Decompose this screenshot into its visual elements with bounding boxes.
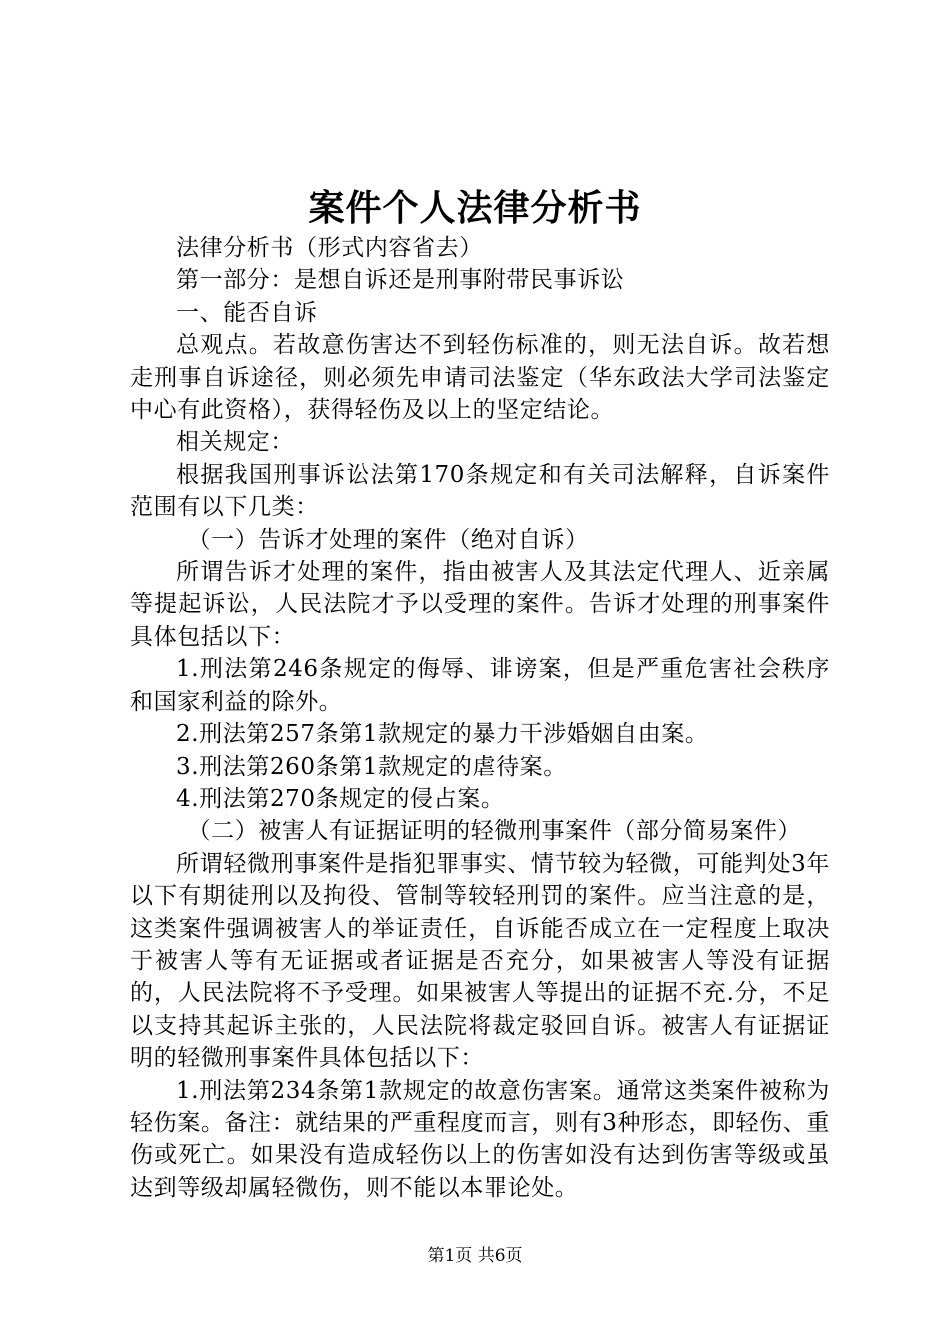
- paragraph-subsection-one-body: 所谓告诉才处理的案件，指由被害人及其法定代理人、近亲属等提起诉讼，人民法院才予以受理的案件。告诉才处理的刑事案件具体包括以下：: [130, 559, 830, 650]
- paragraph-section-one-heading: 一、能否自诉: [176, 299, 318, 326]
- paragraph-intro: 法律分析书（形式内容省去）: [176, 235, 483, 261]
- paragraph-legal-basis: 根据我国刑事诉讼法第170条规定和有关司法解释，自诉案件范围有以下几类：: [130, 461, 830, 521]
- paragraph-overall-view: 总观点。若故意伤害达不到轻伤标准的，则无法自诉。故若想走刑事自诉途径，则必须先申请司法鉴定（华东政法大学司法鉴定中心有此资格），获得轻伤及以上的坚定结论。: [130, 332, 830, 424]
- paragraph-part-one-heading: 第一部分：是想自诉还是刑事附带民事诉讼: [176, 267, 625, 294]
- paragraph-related-rules-label: 相关规定：: [176, 429, 294, 456]
- list-item-article-257: 2.刑法第257条第1款规定的暴力干涉婚姻自由案。: [176, 721, 709, 748]
- paragraph-subsection-two-heading: （二）被害人有证据证明的轻微刑事案件（部分简易案件）: [187, 818, 802, 845]
- document-body: [130, 232, 830, 1204]
- paragraph-subsection-two-body: 所谓轻微刑事案件是指犯罪事实、情节较为轻微，可能判处3年以下有期徒刑以及拘役、管制等较轻刑罚的案件。应当注意的是，这类案件强调被害人的举证责任，自诉能否成立在一定程度上取决于被害人等有无证据或者证据是否充分，如果被害人等没有证据的，人民法院将不予受理。如果被害人等提出的证据不充.分，不足以支持其起诉主张的，人民法院将裁定驳回自诉。被害人有证据证明的轻微刑事案件具体包括以下：: [130, 850, 830, 1072]
- list-item-article-260: 3.刑法第260条第1款规定的虐待案。: [176, 753, 567, 780]
- document-title: 案件个人法律分析书: [308, 187, 642, 229]
- list-item-article-234: 1.刑法第234条第1款规定的故意伤害案。通常这类案件被称为轻伤案。备注：就结果的严重程度而言，则有3种形态，即轻伤、重伤或死亡。如果没有造成轻伤以上的伤害如没有达到伤害等级或虽达到等级却属轻微伤，则不能以本罪论处。: [130, 1077, 830, 1201]
- list-item-article-270: 4.刑法第270条规定的侵占案。: [176, 785, 505, 812]
- page-number-footer: 第1页 共6页: [427, 1246, 523, 1266]
- paragraph-subsection-one-heading: （一）告诉才处理的案件（绝对自诉）: [187, 526, 589, 553]
- list-item-article-246: 1.刑法第246条规定的侮辱、诽谤案，但是严重危害社会秩序和国家利益的除外。: [130, 656, 830, 715]
